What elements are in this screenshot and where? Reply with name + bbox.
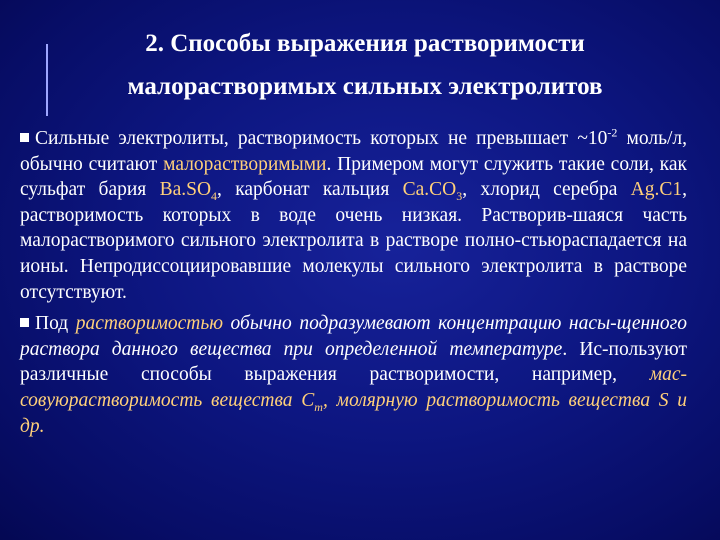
p1-text-2: моль/л, обычно считают bbox=[20, 128, 687, 175]
formula-caco3-sub: 3 bbox=[456, 189, 463, 204]
p1-text-4: , карбонат кальция bbox=[217, 179, 403, 201]
p1-exponent: -2 bbox=[607, 125, 618, 140]
p1-text-3: . Примером могут служить такие соли, как сульфат бария bbox=[20, 153, 687, 201]
symbol-cm-main: С bbox=[301, 389, 315, 411]
title-line-1: 2. Способы выражения растворимости bbox=[145, 30, 585, 57]
p2-text-5: , молярную растворимость вещества S и др. bbox=[20, 389, 688, 437]
formula-baso4-main: Ba.SO bbox=[159, 179, 212, 201]
symbol-cm-sub: m bbox=[314, 399, 323, 414]
p2-text-3: . Ис-пользуют различные способы выражения растворимости, например, bbox=[20, 338, 687, 386]
formula-agcl: Ag.C1 bbox=[630, 179, 683, 201]
square-bullet-icon bbox=[20, 318, 29, 327]
formula-caco3 bbox=[402, 179, 463, 204]
p2-highlight-mass: мас-совуюрастворимость вещества bbox=[20, 364, 687, 411]
paragraph-2 bbox=[20, 311, 687, 439]
symbol-cm bbox=[301, 389, 323, 414]
formula-caco3-main: Ca.CO bbox=[402, 179, 457, 201]
formula-baso4 bbox=[159, 179, 218, 204]
paragraph-1 bbox=[20, 126, 687, 305]
p2-definition: обычно подразумевают концентрацию насы-щенного раствора данного вещества при определенной температуре bbox=[20, 313, 687, 360]
title-line-2: малорастворимых сильных электролитов bbox=[127, 73, 603, 100]
formula-baso4-sub: 4 bbox=[211, 189, 218, 204]
p1-highlight-term: малорастворимыми bbox=[163, 153, 327, 175]
p2-highlight-term: растворимостью bbox=[75, 313, 223, 335]
p2-text-1: Под bbox=[35, 313, 76, 335]
slide-title bbox=[20, 22, 710, 108]
slide-body bbox=[20, 126, 687, 439]
p1-text-5: , хлорид серебра bbox=[462, 179, 631, 201]
p1-text-1: Сильные электролиты, растворимость которых не превышает ~10 bbox=[35, 128, 608, 149]
p1-text-6: , растворимость которых в воде очень низкая. Растворив-шаяся часть малорастворимого сильного электролита в растворе полно-стьюраспадается на ионы. Непродиссоциировавшие молекулы сильного электролита в растворе отсутствуют. bbox=[20, 179, 687, 303]
p2-space bbox=[293, 390, 302, 411]
square-bullet-icon bbox=[20, 133, 29, 142]
